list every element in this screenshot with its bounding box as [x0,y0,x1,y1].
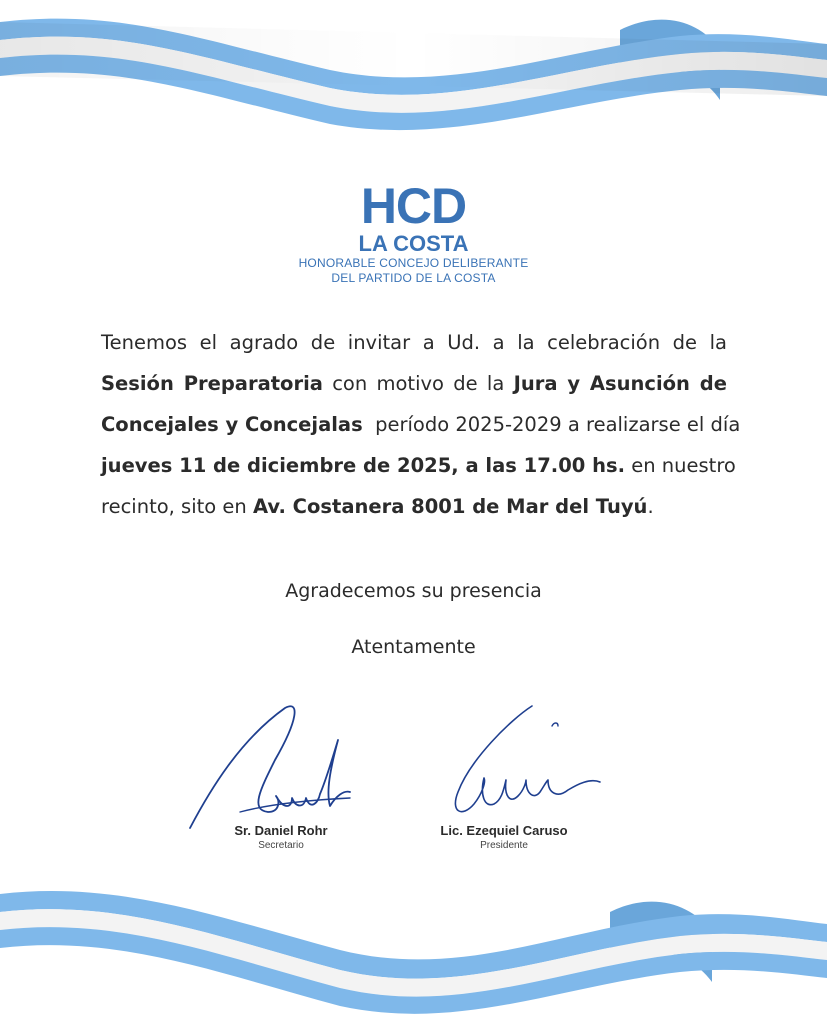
invitation-text [101,322,741,527]
flag-ribbon-top [0,0,827,140]
signer-role: Secretario [258,840,304,851]
signature-secretario [180,700,380,830]
signature-presidente [440,700,620,830]
signer-name: Sr. Daniel Rohr [234,823,328,838]
invitation-line-3 [101,404,741,445]
invitation-line-4 [101,445,736,486]
thanks-text: Agradecemos su presencia [285,580,542,602]
invitation-text-3: período 2025-2029 a realizarse el día [362,413,741,436]
invitation-line-1 [101,322,727,363]
logo-description-line-2: DEL PARTIDO DE LA COSTA [331,271,496,285]
event-date-time: jueves 11 de diciembre de 2025, a las 17.00 hs. [101,454,626,477]
event-name-part-1: Jura y Asunción de [513,372,727,395]
invitation-text-1: Tenemos el agrado de invitar a Ud. a la celebración de la [101,331,727,354]
invitation-text-5: recinto, sito en [101,495,253,518]
logo-description-line-1: HONORABLE CONCEJO DELIBERANTE [298,256,529,270]
regards-text: Atentamente [351,636,476,658]
flag-ribbon-bottom [0,872,827,1024]
invitation-text-5-end: . [647,495,654,518]
logo-subtitle: LA COSTA [358,231,469,256]
signer-secretario [181,822,381,852]
logo-title: HCD [360,178,467,234]
invitation-text-4: en nuestro [625,454,736,477]
signer-name: Lic. Ezequiel Caruso [440,823,568,838]
signer-role: Presidente [480,840,528,851]
hcd-logo [0,180,827,286]
signer-presidente [404,822,604,852]
event-address: Av. Costanera 8001 de Mar del Tuyú [252,495,648,518]
invitation-line-2 [101,363,727,404]
event-name-part-2: Concejales y Concejalas [101,413,363,436]
invitation-line-5 [101,486,727,527]
session-name: Sesión Preparatoria [101,372,323,395]
invitation-text-2: con motivo de la [322,372,514,395]
